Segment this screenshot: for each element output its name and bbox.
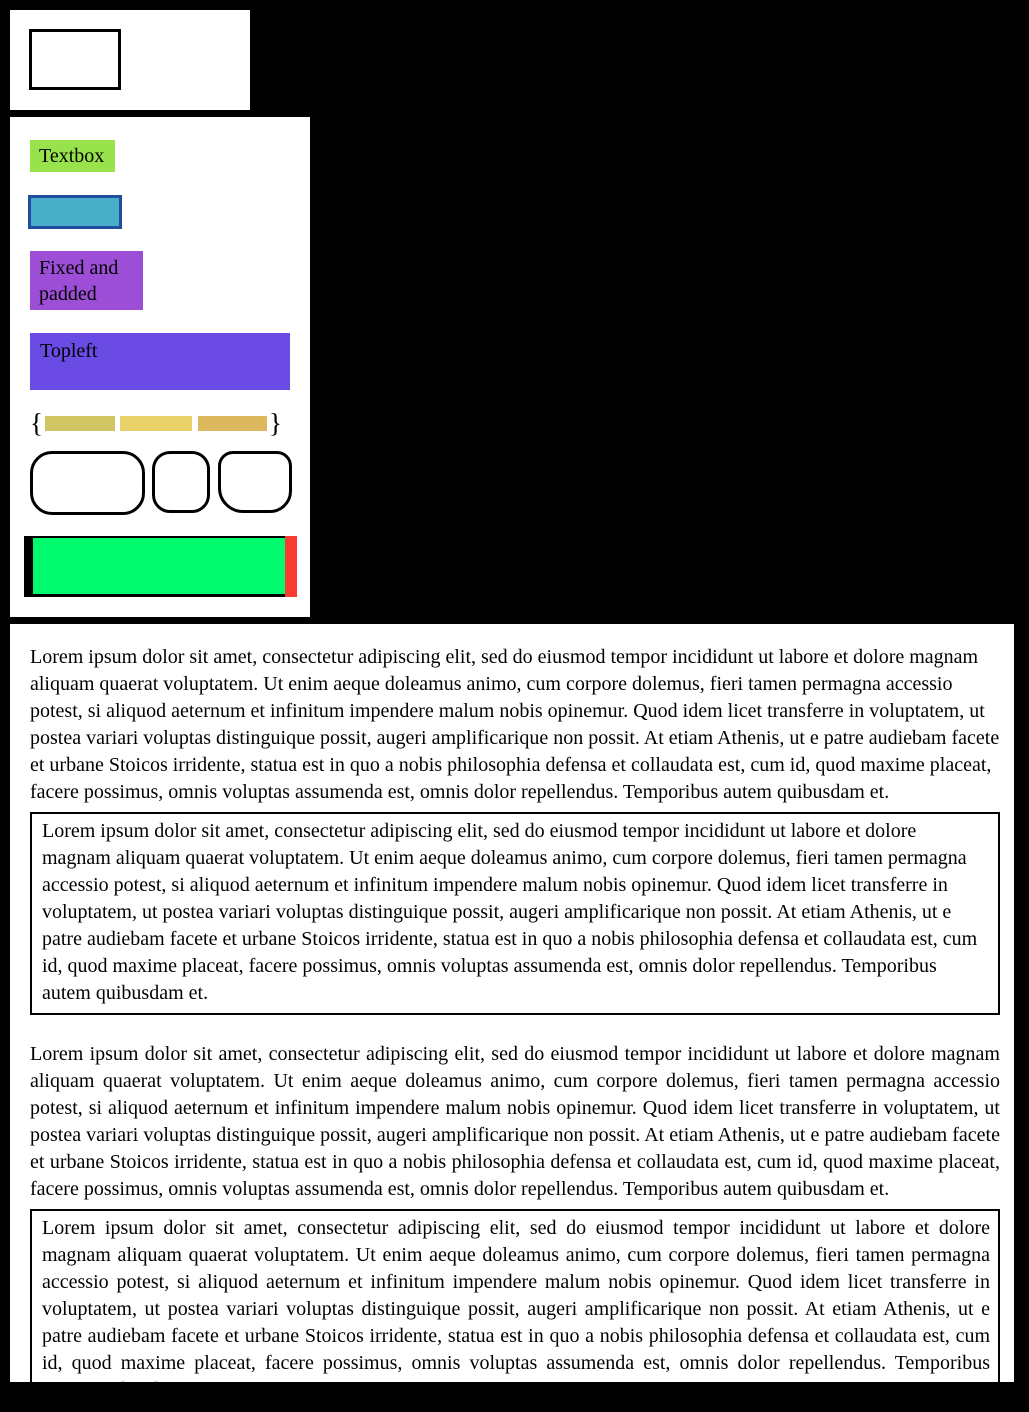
paragraph-1: Lorem ipsum dolor sit amet, consectetur adipiscing elit, sed do eiusmod tempor incididunt ut labore et dolore magnam aliquam quaerat voluptatem. Ut enim aeque doleamus animo, cum corpore dolemus, fieri tamen permagna accessio potest, si aliquod aeternum et infinitum impendere malum nobis opinemur. Quod idem licet transferre in voluptatem, ut postea variari voluptas distinguique possit, augeri amplificarique non possit. At etiam Athenis, ut e patre audiebam facete et urbane Stoicos irridente, statua est in quo a nobis philosophia defensa et collaudata est, cum id, quod maxime placeat, facere possimus, omnis voluptas assumenda est, omnis dolor repellendus. Temporibus autem quibusdam et. xyxy=(30,646,1000,803)
boxed-paragraph-4: Lorem ipsum dolor sit amet, consectetur adipiscing elit, sed do eiusmod tempor incididunt ut labore et dolore magnam aliquam quaerat voluptatem. Ut enim aeque doleamus animo, cum corpore dolemus, fieri tamen permagna accessio potest, si aliquod aeternum et infinitum impendere malum nobis opinemur. Quod idem licet transferre in voluptatem, ut postea variari voluptas distinguique possit, augeri amplificarique non possit. At etiam Athenis, ut e patre audiebam facete et urbane Stoicos irridente, statua est in quo a nobis philosophia defensa et collaudata est, cum id, quod maxime placeat, facere possimus, omnis voluptas assumenda est, omnis dolor repellendus. Temporibus autem quibusdam et. xyxy=(30,1209,1000,1412)
striped-bar xyxy=(24,536,297,597)
striped-bar-black-edge xyxy=(24,536,33,597)
boxed-paragraph-2: Lorem ipsum dolor sit amet, consectetur adipiscing elit, sed do eiusmod tempor incididunt ut labore et dolore magnam aliquam quaerat voluptatem. Ut enim aeque doleamus animo, cum corpore dolemus, fieri tamen permagna accessio potest, si aliquod aeternum et infinitum impendere malum nobis opinemur. Quod idem licet transferre in voluptatem, ut postea variari voluptas distinguique possit, augeri amplificarique non possit. At etiam Athenis, ut e patre audiebam facete et urbane Stoicos irridente, statua est in quo a nobis philosophia defensa et collaudata est, cum id, quod maxime placeat, facere possimus, omnis voluptas assumenda est, omnis dolor repellendus. Temporibus autem quibusdam et. xyxy=(30,812,1000,1015)
inline-bar-2 xyxy=(120,416,192,431)
open-brace: { xyxy=(30,408,43,438)
fixed-and-padded-box: Fixed and padded xyxy=(30,251,143,310)
rounded-rect-1 xyxy=(30,451,145,515)
topleft-box: Topleft xyxy=(30,333,290,390)
page-3 xyxy=(10,624,1014,1401)
inline-bars-row xyxy=(30,405,282,441)
inline-bar-3 xyxy=(198,416,267,431)
paragraph-3: Lorem ipsum dolor sit amet, consectetur adipiscing elit, sed do eiusmod tempor incididunt ut labore et dolore magnam aliquam quaerat voluptatem. Ut enim aeque doleamus animo, cum corpore dolemus, fieri tamen permagna accessio potest, si aliquod aeternum et infinitum impendere malum nobis opinemur. Quod idem licet transferre in voluptatem, ut postea variari voluptas distinguique possit, augeri amplificarique non possit. At etiam Athenis, ut e patre audiebam facete et urbane Stoicos irridente, statua est in quo a nobis philosophia defensa et collaudata est, cum id, quod maxime placeat, facere possimus, omnis voluptas assumenda est, omnis dolor repellendus. Temporibus autem quibusdam et. xyxy=(30,1043,1000,1200)
striped-bar-green-fill xyxy=(33,536,285,597)
outlined-rectangle xyxy=(29,29,121,90)
page-2 xyxy=(10,117,310,617)
rounded-rect-2 xyxy=(152,451,210,513)
teal-bordered-box xyxy=(28,195,122,229)
striped-bar-red-edge xyxy=(285,536,297,597)
close-brace: } xyxy=(268,408,282,438)
inline-bar-1 xyxy=(45,416,115,431)
page-1 xyxy=(10,10,250,110)
rounded-rect-3 xyxy=(218,451,292,513)
textbox-label: Textbox xyxy=(30,140,115,172)
